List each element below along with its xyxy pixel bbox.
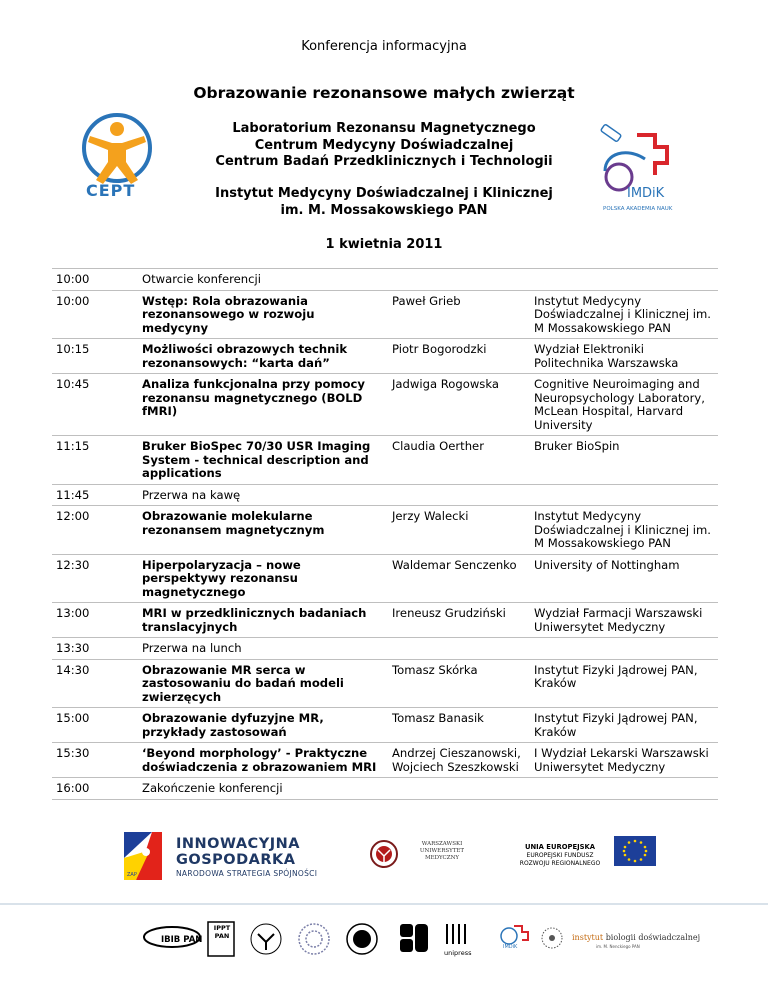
organizer-line: Laboratorium Rezonansu Magnetycznego [232, 121, 536, 136]
ibd-prefix: instytut [572, 933, 604, 942]
schedule-speaker [388, 778, 530, 800]
warsaw-medical-university-icon [371, 841, 397, 867]
schedule-speaker [388, 484, 530, 506]
schedule-speaker: Piotr Bogorodzki [388, 339, 530, 374]
cept-logo-text: CEPT [86, 181, 136, 200]
schedule-institution: University of Nottingham [530, 554, 718, 603]
schedule-speaker: Claudia Oerther [388, 436, 530, 485]
svg-text:ZAP: ZAP [127, 872, 137, 878]
uw-line: WARSZAWSKI [421, 841, 463, 847]
schedule-row [52, 436, 718, 485]
schedule-time: 10:00 [52, 269, 138, 291]
organizer-lab-block [0, 121, 768, 171]
schedule-time: 12:00 [52, 506, 138, 555]
schedule-title: Wstęp: Rola obrazowania rezonansowego w rozwoju medycyny [138, 290, 388, 339]
unipress-text: unipress [444, 949, 472, 957]
innowacyjna-gospodarka-title [176, 836, 300, 868]
university-seal-icon [347, 924, 377, 954]
schedule-institution: Instytut Fizyki Jądrowej PAN, Kraków [530, 659, 718, 708]
imdik-logo-text: IMDiK [627, 186, 665, 201]
schedule-row [52, 554, 718, 603]
schedule-title: Obrazowanie dyfuzyjne MR, przykłady zastosowań [138, 708, 388, 743]
schedule-speaker: Jerzy Walecki [388, 506, 530, 555]
schedule-row [52, 743, 718, 778]
schedule-time: 10:00 [52, 290, 138, 339]
schedule-time: 13:30 [52, 638, 138, 660]
eu-subtitle [505, 852, 615, 867]
ibd-text [572, 933, 700, 942]
schedule-speaker: Tomasz Skórka [388, 659, 530, 708]
schedule-institution: I Wydział Lekarski Warszawski Uniwersytet Medyczny [530, 743, 718, 778]
schedule-time: 10:45 [52, 374, 138, 436]
footer-sponsor-banner [0, 820, 768, 900]
schedule-title: Obrazowanie molekularne rezonansem magnetycznym [138, 506, 388, 555]
schedule-row [52, 778, 718, 800]
schedule-institution: Bruker BioSpin [530, 436, 718, 485]
schedule-title: MRI w przedklinicznych badaniach translacyjnych [138, 603, 388, 638]
conference-date: 1 kwietnia 2011 [325, 237, 443, 252]
ibd-subtext: im. M. Nenckiego PAN [596, 944, 640, 949]
schedule-speaker [388, 638, 530, 660]
schedule-row [52, 708, 718, 743]
schedule-institution [530, 638, 718, 660]
unipress-logo-icon [447, 924, 465, 944]
schedule-time: 11:15 [52, 436, 138, 485]
schedule-institution: Instytut Medycyny Doświadczalnej i Klinicznej im. M Mossakowskiego PAN [530, 506, 718, 555]
footer-separator [0, 903, 768, 905]
schedule-row [52, 659, 718, 708]
schedule-time: 15:30 [52, 743, 138, 778]
schedule-time: 10:15 [52, 339, 138, 374]
institute-line: Instytut Medycyny Doświadczalnej i Klinicznej [215, 186, 553, 201]
organizer-line: Centrum Badań Przedklinicznych i Technologii [215, 154, 553, 169]
schedule-row [52, 290, 718, 339]
schedule-time: 12:30 [52, 554, 138, 603]
schedule-row [52, 339, 718, 374]
schedule-row [52, 638, 718, 660]
schedule-speaker: Ireneusz Grudziński [388, 603, 530, 638]
schedule-speaker: Waldemar Senczenko [388, 554, 530, 603]
schedule-time: 11:45 [52, 484, 138, 506]
ig-title-line: GOSPODARKA [176, 852, 296, 868]
schedule-row [52, 506, 718, 555]
schedule-title: Zakończenie konferencji [138, 778, 388, 800]
institute-logo-icon [299, 924, 329, 954]
uw-line: MEDYCZNY [424, 855, 460, 861]
schedule-table [52, 268, 718, 800]
eu-sub-line: ROZWOJU REGIONALNEGO [519, 859, 601, 867]
eu-title: UNIA EUROPEJSKA [524, 843, 596, 851]
schedule-title: ‘Beyond morphology’ - Praktyczne doświadczenia z obrazowaniem MRI [138, 743, 388, 778]
schedule-institution [530, 269, 718, 291]
schedule-row [52, 603, 718, 638]
ippt-line: PAN [214, 932, 230, 940]
warsaw-university-logo-icon [251, 924, 281, 954]
schedule-title: Przerwa na kawę [138, 484, 388, 506]
schedule-speaker: Andrzej Cieszanowski, Wojciech Szeszkowski [388, 743, 530, 778]
schedule-institution: Instytut Medycyny Doświadczalnej i Klinicznej im. M Mossakowskiego PAN [530, 290, 718, 339]
schedule-speaker: Paweł Grieb [388, 290, 530, 339]
schedule-speaker: Tomasz Banasik [388, 708, 530, 743]
schedule-title: Bruker BioSpec 70/30 USR Imaging System - technical description and applications [138, 436, 388, 485]
imdik-small-logo-icon [501, 926, 528, 944]
schedule-title: Przerwa na lunch [138, 638, 388, 660]
schedule-speaker [388, 269, 530, 291]
ig-title-line: INNOWACYJNA [176, 836, 300, 852]
innowacyjna-gospodarka-icon [124, 832, 162, 880]
schedule-speaker: Jadwiga Rogowska [388, 374, 530, 436]
uw-line: UNIWERSYTET [419, 848, 465, 854]
schedule-row [52, 484, 718, 506]
schedule-institution: Cognitive Neuroimaging and Neuropsychology Laboratory, McLean Hospital, Harvard University [530, 374, 718, 436]
schedule-body [52, 269, 718, 800]
schedule-title: Analiza funkcjonalna przy pomocy rezonansu magnetycznego (BOLD fMRI) [138, 374, 388, 436]
ippt-pan-text [211, 924, 233, 940]
imdik-small-text: IMDiK [503, 944, 518, 950]
institute-line: im. M. Mossakowskiego PAN [280, 202, 488, 218]
warsaw-medical-university-text [412, 841, 472, 862]
imdik-logo-subtext: POLSKA AKADEMIA NAUK [603, 206, 673, 212]
schedule-institution: Instytut Fizyki Jądrowej PAN, Kraków [530, 708, 718, 743]
schedule-time: 13:00 [52, 603, 138, 638]
schedule-row [52, 269, 718, 291]
schedule-title: Hiperpolaryzacja – nowe perspektywy rezonansu magnetycznego [138, 554, 388, 603]
schedule-institution [530, 484, 718, 506]
schedule-title: Obrazowanie MR serca w zastosowaniu do badań modeli zwierzęcych [138, 659, 388, 708]
conference-title: Obrazowanie rezonansowe małych zwierząt [193, 84, 575, 102]
ibib-pan-text: IBIB PAN [161, 935, 203, 945]
schedule-title: Możliwości obrazowych technik rezonansowych: “karta dań” [138, 339, 388, 374]
innowacyjna-gospodarka-subtitle: NARODOWA STRATEGIA SPÓJNOŚCI [176, 869, 318, 878]
ibd-name: biologii doświadczalnej [605, 933, 701, 942]
schedule-institution [530, 778, 718, 800]
schedule-time: 14:30 [52, 659, 138, 708]
conference-type-label: Konferencja informacyjna [301, 39, 467, 54]
ippt-line: IPPT [213, 924, 231, 932]
ibd-logo-icon [542, 928, 562, 948]
schedule-institution: Wydział Elektroniki Politechnika Warszawska [530, 339, 718, 374]
schedule-time: 15:00 [52, 708, 138, 743]
schedule-title: Otwarcie konferencji [138, 269, 388, 291]
organizer-institute-block [0, 186, 768, 219]
schedule-institution: Wydział Farmacji Warszawski Uniwersytet Medyczny [530, 603, 718, 638]
eu-sub-line: EUROPEJSKI FUNDUSZ [526, 852, 594, 859]
eu-flag-icon [614, 836, 656, 866]
partner-logos-row [0, 912, 768, 972]
schedule-time: 16:00 [52, 778, 138, 800]
lab-logo-icon [400, 924, 428, 952]
organizer-line: Centrum Medycyny Doświadczalnej [254, 137, 514, 153]
schedule-row [52, 374, 718, 436]
